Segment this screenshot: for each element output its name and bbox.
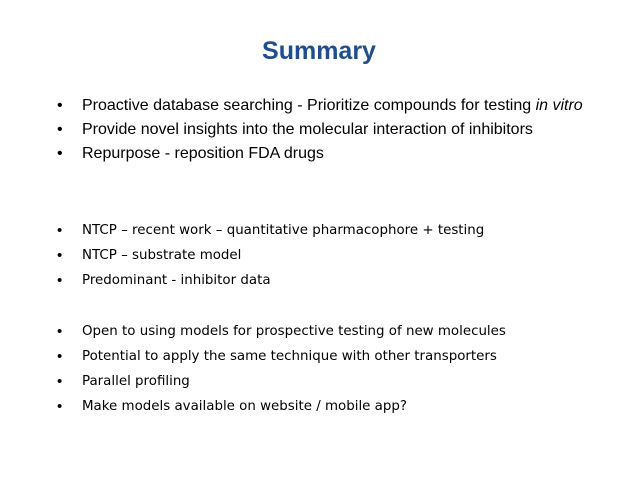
list-item — [0, 373, 638, 390]
bullet-icon: • — [57, 121, 63, 138]
bullet-list-ntcp — [0, 222, 638, 297]
list-item — [0, 120, 638, 140]
list-item — [0, 96, 638, 116]
list-item — [0, 144, 638, 164]
list-item-text: Proactive database searching - Prioritize compounds for testing — [82, 97, 536, 114]
list-item-italic-text: in vitro — [535, 97, 583, 114]
bullet-list-outlook — [0, 323, 638, 423]
list-item-text: Open to using models for prospective testing of new molecules — [82, 324, 506, 339]
bullet-icon: • — [57, 323, 63, 340]
list-item-text: NTCP – recent work – quantitative pharmacophore + testing — [82, 223, 485, 238]
list-item — [0, 348, 638, 365]
list-item-text: Parallel profiling — [82, 374, 190, 389]
bullet-icon: • — [57, 222, 63, 239]
list-item-text: Predominant - inhibitor data — [82, 273, 271, 288]
list-item — [0, 222, 638, 239]
bullet-list-primary — [0, 96, 638, 168]
list-item — [0, 247, 638, 264]
list-item — [0, 323, 638, 340]
list-item — [0, 272, 638, 289]
list-item-text: Provide novel insights into the molecular interaction of inhibitors — [82, 121, 533, 138]
bullet-icon: • — [57, 145, 63, 162]
bullet-icon: • — [57, 398, 63, 415]
bullet-icon: • — [57, 348, 63, 365]
slide-title: Summary — [262, 37, 376, 65]
list-item — [0, 398, 638, 415]
list-item-text: Repurpose - reposition FDA drugs — [82, 145, 324, 162]
list-item-text: Make models available on website / mobile app? — [82, 399, 407, 414]
list-item-text: Potential to apply the same technique with other transporters — [82, 349, 497, 364]
bullet-icon: • — [57, 247, 63, 264]
list-item-text: NTCP – substrate model — [82, 248, 242, 263]
bullet-icon: • — [57, 97, 63, 114]
bullet-icon: • — [57, 373, 63, 390]
bullet-icon: • — [57, 272, 63, 289]
